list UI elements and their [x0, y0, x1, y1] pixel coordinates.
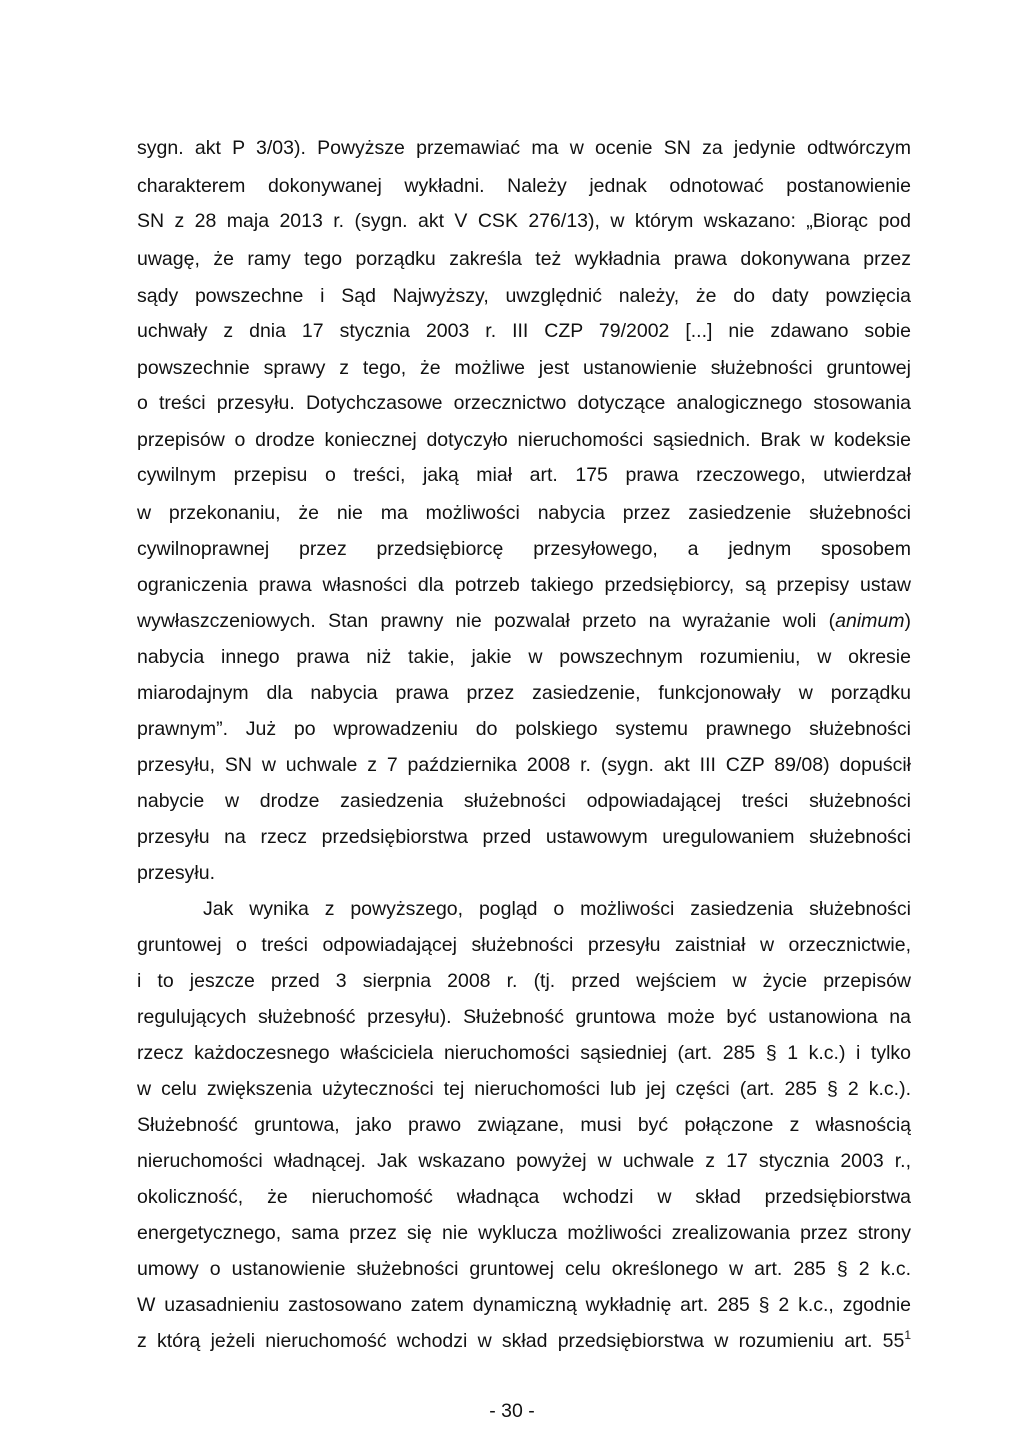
text-line: charakterem dokonywanej wykładni. Należy jednak odnotować postanowienie — [137, 175, 911, 197]
text-line: w celu zwiększenia użyteczności tej nieruchomości lub jej części (art. 285 § 2 k.c.). — [137, 1078, 911, 1100]
text-line: SN z 28 maja 2013 r. (sygn. akt V CSK 276/13), w którym wskazano: „Biorąc pod — [137, 210, 911, 232]
text-line: prawnym”. Już po wprowadzeniu do polskiego systemu prawnego służebności — [137, 718, 911, 740]
text-line: ograniczenia prawa własności dla potrzeb takiego przedsiębiorcy, są przepisy ustaw — [137, 574, 911, 596]
text-line — [137, 1328, 911, 1354]
footnote-marker: 1 — [904, 1328, 911, 1342]
text-line: rzecz każdoczesnego właściciela nieruchomości sąsiedniej (art. 285 § 1 k.c.) i tylko — [137, 1042, 911, 1064]
text-line: powszechnie sprawy z tego, że możliwe jest ustanowienie służebności gruntowej — [137, 357, 911, 379]
paragraph-first-line: Jak wynika z powyższego, pogląd o możliwości zasiedzenia służebności — [203, 898, 911, 920]
text-line: sygn. akt P 3/03). Powyższe przemawiać ma w ocenie SN za jedynie odtwórczym — [137, 137, 911, 159]
text-line: gruntowej o treści odpowiadającej służebności przesyłu zaistniał w orzecznictwie, — [137, 934, 911, 956]
page-number: - 30 - — [489, 1400, 535, 1422]
italic-term: animum — [835, 610, 905, 632]
text-line: w przekonaniu, że nie ma możliwości nabycia przez zasiedzenie służebności — [137, 502, 911, 524]
text-line: nabycie w drodze zasiedzenia służebności odpowiadającej treści służebności — [137, 790, 911, 812]
text-line: miarodajnym dla nabycia prawa przez zasiedzenie, funkcjonowały w porządku — [137, 682, 911, 704]
text-line: cywilnoprawnej przez przedsiębiorcę przesyłowego, a jednym sposobem — [137, 538, 911, 560]
text-line: regulujących służebność przesyłu). Służebność gruntowa może być ustanowiona na — [137, 1006, 911, 1028]
text-line: przesyłu, SN w uchwale z 7 października 2008 r. (sygn. akt III CZP 89/08) dopuścił — [137, 754, 911, 776]
text-line: umowy o ustanowienie służebności gruntowej celu określonego w art. 285 § 2 k.c. — [137, 1258, 911, 1280]
text-line: energetycznego, sama przez się nie wyklucza możliwości zrealizowania przez strony — [137, 1222, 911, 1244]
text-line: uchwały z dnia 17 stycznia 2003 r. III CZP 79/2002 [...] nie zdawano sobie — [137, 320, 911, 342]
text-line: uwagę, że ramy tego porządku zakreśla też wykładnia prawa dokonywana przez — [137, 248, 911, 270]
text-line: nabycia innego prawa niż takie, jakie w powszechnym rozumieniu, w okresie — [137, 646, 911, 668]
text-line: przesyłu na rzecz przedsiębiorstwa przed ustawowym uregulowaniem służebności — [137, 826, 911, 848]
text-line: nieruchomości władnącej. Jak wskazano powyżej w uchwale z 17 stycznia 2003 r., — [137, 1150, 911, 1172]
text-line: wywłaszczeniowych. Stan prawny nie pozwalał przeto na wyrażanie woli (animum) — [137, 610, 911, 632]
text-line: W uzasadnieniu zastosowano zatem dynamiczną wykładnię art. 285 § 2 k.c., zgodnie — [137, 1294, 911, 1316]
text-line: sądy powszechne i Sąd Najwyższy, uwzględnić należy, że do daty powzięcia — [137, 285, 911, 307]
text-line: przesyłu. — [137, 862, 216, 884]
text-line: przepisów o drodze koniecznej dotyczyło nieruchomości sąsiednich. Brak w kodeksie — [137, 429, 911, 451]
text-line: o treści przesyłu. Dotychczasowe orzecznictwo dotyczące analogicznego stosowania — [137, 392, 911, 414]
text-line: cywilnym przepisu o treści, jaką miał art. 175 prawa rzeczowego, utwierdzał — [137, 464, 911, 486]
text-line-content: z którą jeżeli nieruchomość wchodzi w skład przedsiębiorstwa w rozumieniu art. 55 — [137, 1330, 905, 1352]
text-line: Służebność gruntowa, jako prawo związane, musi być połączone z własnością — [137, 1114, 911, 1136]
text-line: i to jeszcze przed 3 sierpnia 2008 r. (tj. przed wejściem w życie przepisów — [137, 970, 911, 992]
text-line: okoliczność, że nieruchomość władnąca wchodzi w skład przedsiębiorstwa — [137, 1186, 911, 1208]
